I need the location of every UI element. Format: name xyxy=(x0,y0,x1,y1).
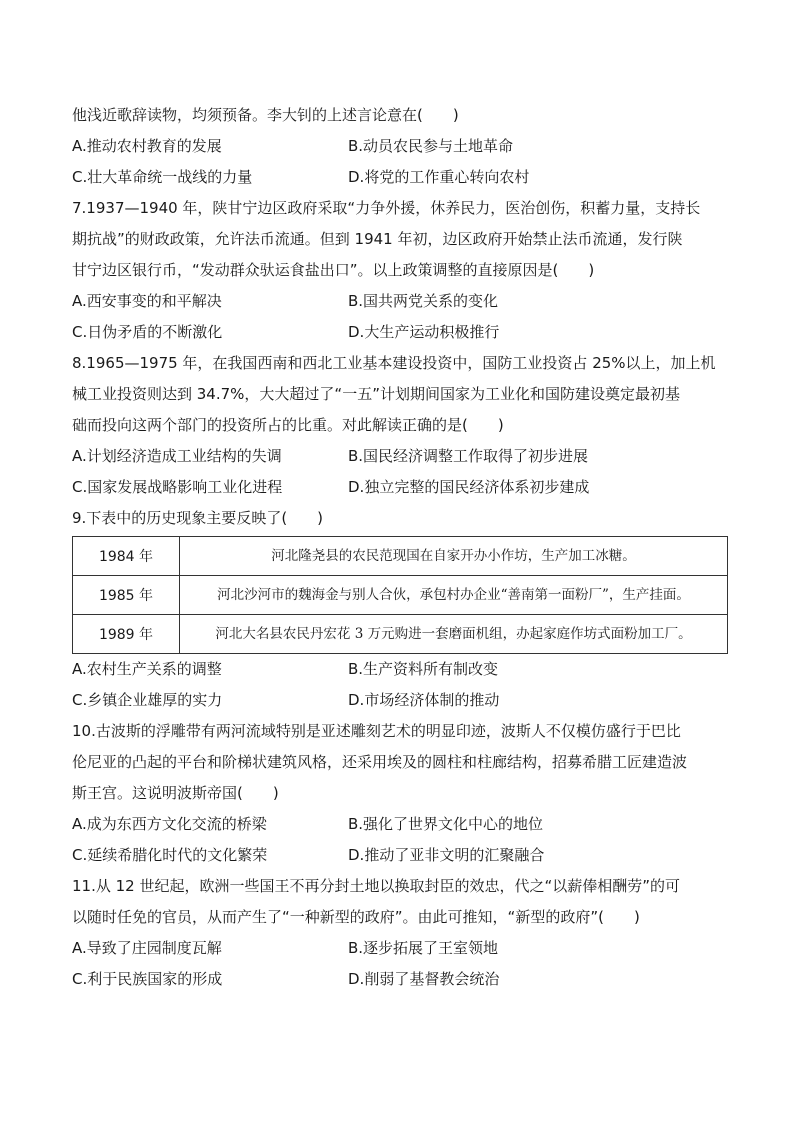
q8-option-a[interactable]: A.计划经济造成工业结构的失调 xyxy=(72,447,282,465)
q11-stem-line: 11.从 12 世纪起，欧洲一些国王不再分封土地以换取封臣的效忠，代之“以薪俸相酬劳”的可 xyxy=(72,877,681,895)
q8-stem-line: 8.1965—1975 年，在我国西南和西北工业基本建设投资中，国防工业投资占 25%以上，加上机 xyxy=(72,354,716,372)
q9-option-b[interactable]: B.生产资料所有制改变 xyxy=(348,660,499,678)
q9-event-cell: 河北隆尧县的农民范现国在自家开办小作坊，生产加工冰糖。 xyxy=(180,537,728,576)
q10-option-a[interactable]: A.成为东西方文化交流的桥梁 xyxy=(72,815,267,833)
q10-option-c[interactable]: C.延续希腊化时代的文化繁荣 xyxy=(72,846,268,864)
table-row xyxy=(73,576,728,615)
q6-option-a[interactable]: A.推动农村教育的发展 xyxy=(72,137,222,155)
q6-stem-tail: 他浅近歌辞读物，均须预备。李大钊的上述言论意在( ) xyxy=(72,106,459,124)
q8-stem-line: 械工业投资则达到 34.7%，大大超过了“一五”计划期间国家为工业化和国防建设奠定最初基 xyxy=(72,385,680,403)
q11-option-a[interactable]: A.导致了庄园制度瓦解 xyxy=(72,939,222,957)
q8-option-b[interactable]: B.国民经济调整工作取得了初步进展 xyxy=(348,447,589,465)
q7-option-d[interactable]: D.大生产运动积极推行 xyxy=(348,323,500,341)
q9-options-row-1 xyxy=(72,654,728,685)
q9-options-row-2 xyxy=(72,685,728,716)
q9-option-a[interactable]: A.农村生产关系的调整 xyxy=(72,660,222,678)
q11-stem-line: 以随时任免的官员，从而产生了“一种新型的政府”。由此可推知，“新型的政府”( ) xyxy=(72,908,640,926)
q11-options-row-2 xyxy=(72,964,728,995)
table-row xyxy=(73,537,728,576)
q11-option-c[interactable]: C.利于民族国家的形成 xyxy=(72,970,223,988)
q10-stem-line: 斯王宫。这说明波斯帝国( ) xyxy=(72,784,279,802)
q6-option-c[interactable]: C.壮大革命统一战线的力量 xyxy=(72,168,253,186)
q10-stem-line: 伦尼亚的凸起的平台和阶梯状建筑风格，还采用埃及的圆柱和柱廊结构，招募希腊工匠建造波 xyxy=(72,753,688,771)
q8-stem-line: 础而投向这两个部门的投资所占的比重。对此解读正确的是( ) xyxy=(72,416,504,434)
q9-year-cell: 1985 年 xyxy=(73,576,180,615)
q7-stem-line: 7.1937—1940 年，陕甘宁边区政府采取“力争外援，休养民力，医治创伤，积蓄力量，支持长 xyxy=(72,199,701,217)
q10-options-row-2 xyxy=(72,840,728,871)
q7-stem-line: 甘宁边区银行币，“发动群众驮运食盐出口”。以上政策调整的直接原因是( ) xyxy=(72,261,595,279)
q10-stem-line: 10.古波斯的浮雕带有两河流域特别是亚述雕刻艺术的明显印迹，波斯人不仅模仿盛行于巴比 xyxy=(72,722,681,740)
q7-option-b[interactable]: B.国共两党关系的变化 xyxy=(348,292,499,310)
exam-content xyxy=(72,100,728,995)
q11-option-b[interactable]: B.逐步拓展了王室领地 xyxy=(348,939,499,957)
q6-option-b[interactable]: B.动员农民参与土地革命 xyxy=(348,137,514,155)
q9-year-cell: 1984 年 xyxy=(73,537,180,576)
q7-option-c[interactable]: C.日伪矛盾的不断激化 xyxy=(72,323,223,341)
q10-options-row-1 xyxy=(72,809,728,840)
q6-options-row-1 xyxy=(72,131,728,162)
q8-option-c[interactable]: C.国家发展战略影响工业化进程 xyxy=(72,478,283,496)
q8-options-row-2 xyxy=(72,472,728,503)
q8-options-row-1 xyxy=(72,441,728,472)
q10-option-d[interactable]: D.推动了亚非文明的汇聚融合 xyxy=(348,846,545,864)
q7-stem-line: 期抗战”的财政政策，允许法币流通。但到 1941 年初，边区政府开始禁止法币流通，发行陕 xyxy=(72,230,683,248)
q9-year-cell: 1989 年 xyxy=(73,615,180,654)
q6-options-row-2 xyxy=(72,162,728,193)
q9-table xyxy=(72,536,728,654)
q9-stem: 9.下表中的历史现象主要反映了( ) xyxy=(72,509,324,527)
q11-options-row-1 xyxy=(72,933,728,964)
q11-option-d[interactable]: D.削弱了基督教会统治 xyxy=(348,970,500,988)
q7-options-row-1 xyxy=(72,286,728,317)
table-row xyxy=(73,615,728,654)
q7-options-row-2 xyxy=(72,317,728,348)
q10-option-b[interactable]: B.强化了世界文化中心的地位 xyxy=(348,815,544,833)
q9-option-c[interactable]: C.乡镇企业雄厚的实力 xyxy=(72,691,223,709)
q9-event-cell: 河北沙河市的魏海金与别人合伙，承包村办企业“善南第一面粉厂”，生产挂面。 xyxy=(180,576,728,615)
q9-event-cell: 河北大名县农民丹宏花 3 万元购进一套磨面机组，办起家庭作坊式面粉加工厂。 xyxy=(180,615,728,654)
q8-option-d[interactable]: D.独立完整的国民经济体系初步建成 xyxy=(348,478,590,496)
q6-option-d[interactable]: D.将党的工作重心转向农村 xyxy=(348,168,530,186)
q7-option-a[interactable]: A.西安事变的和平解决 xyxy=(72,292,222,310)
q9-option-d[interactable]: D.市场经济体制的推动 xyxy=(348,691,500,709)
